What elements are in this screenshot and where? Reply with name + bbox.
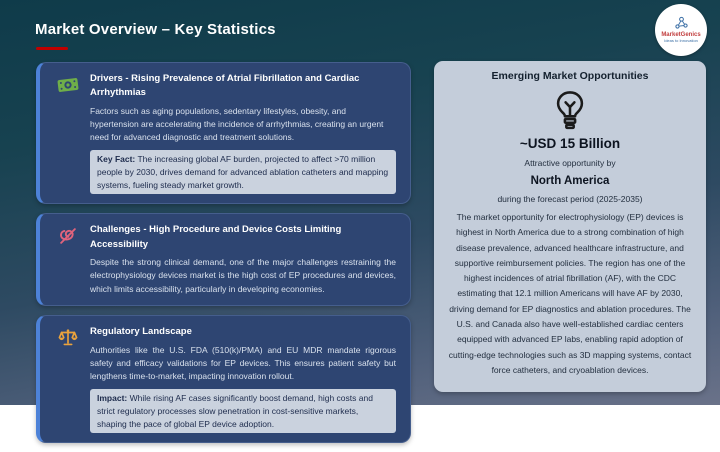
opportunity-period: during the forecast period (2025-2035) [497, 194, 643, 204]
callout-label: Impact: [97, 392, 128, 403]
callout-text: The increasing global AF burden, projected to affect >70 million people by 2030, drives demand for advanced ablation catheters and mapping systems, fueling steady market growth. [97, 153, 389, 190]
opportunity-description: The market opportunity for electrophysiology (EP) devices is highest in North America due to a strong combination of high disease prevalence, advanced healthcare infrastructure, and supportive reimbursement policies. The region has one of the highest incidences of atrial fibrillation (AF), with the CDC estimating that 12.1 million Americans will have AF by 2030, driving demand for EP diagnostics and ablation procedures. The U.S. and Canada also have well-established cardiac centers equipped with advanced EP labs, enabling rapid adoption of cutting-edge technologies such as 3D mapping systems, contact force catheters, and cryoablation devices. [448, 212, 692, 375]
card-body: Despite the strong clinical demand, one of the major challenges restraining the electrophysiology devices market is the high cost of EP procedures and devices, which limits accessibility, particularly in developing economies. [90, 256, 396, 294]
page-title: Market Overview – Key Statistics [35, 21, 276, 38]
molecule-icon [674, 16, 689, 31]
logo-tagline-text: Ideas to Innovation [664, 37, 698, 43]
title-underline [36, 47, 68, 50]
card-title: Drivers - Rising Prevalence of Atrial Fibrillation and Cardiac Arrhythmias [90, 73, 360, 99]
opportunity-region: North America [530, 175, 610, 187]
panel-title: Emerging Market Opportunities [491, 70, 649, 82]
opportunity-value: ~USD 15 Billion [519, 136, 621, 151]
emerging-opportunities-panel [434, 61, 706, 392]
drivers-card [36, 62, 411, 204]
money-icon [48, 72, 88, 194]
opportunity-subtitle: Attractive opportunity by [524, 158, 616, 168]
knot-icon [48, 223, 88, 296]
scales-icon [48, 325, 88, 433]
regulatory-card [36, 315, 411, 443]
callout-label: Key Fact: [97, 153, 136, 164]
brand-logo [655, 4, 707, 56]
callout-text: While rising AF cases significantly boost demand, high costs and strict regulatory processes slow penetration in cost-sensitive markets, shaping the pace of global EP device adoption. [97, 392, 373, 429]
key-statistics-cards [36, 62, 411, 452]
card-title: Challenges - High Procedure and Device Costs Limiting Accessibility [90, 224, 342, 250]
card-body: Authorities like the U.S. FDA (510(k)/PMA) and EU MDR mandate rigorous safety and efficacy validations for EP devices. This ensures patient safety but lengthens time-to-market, impacting innovation rollout. [90, 344, 396, 382]
impact-box [90, 389, 396, 434]
card-title: Regulatory Landscape [90, 326, 192, 338]
challenges-card [36, 213, 411, 306]
key-fact-box [90, 150, 396, 195]
light-bulb-icon [448, 86, 692, 134]
logo-brand-text: MarketGenics [661, 32, 701, 39]
card-body: Factors such as aging populations, sedentary lifestyles, obesity, and hypertension are accelerating the incidence of arrhythmias, creating an urgent need for advanced diagnostic and treatment solutions. [90, 105, 384, 143]
